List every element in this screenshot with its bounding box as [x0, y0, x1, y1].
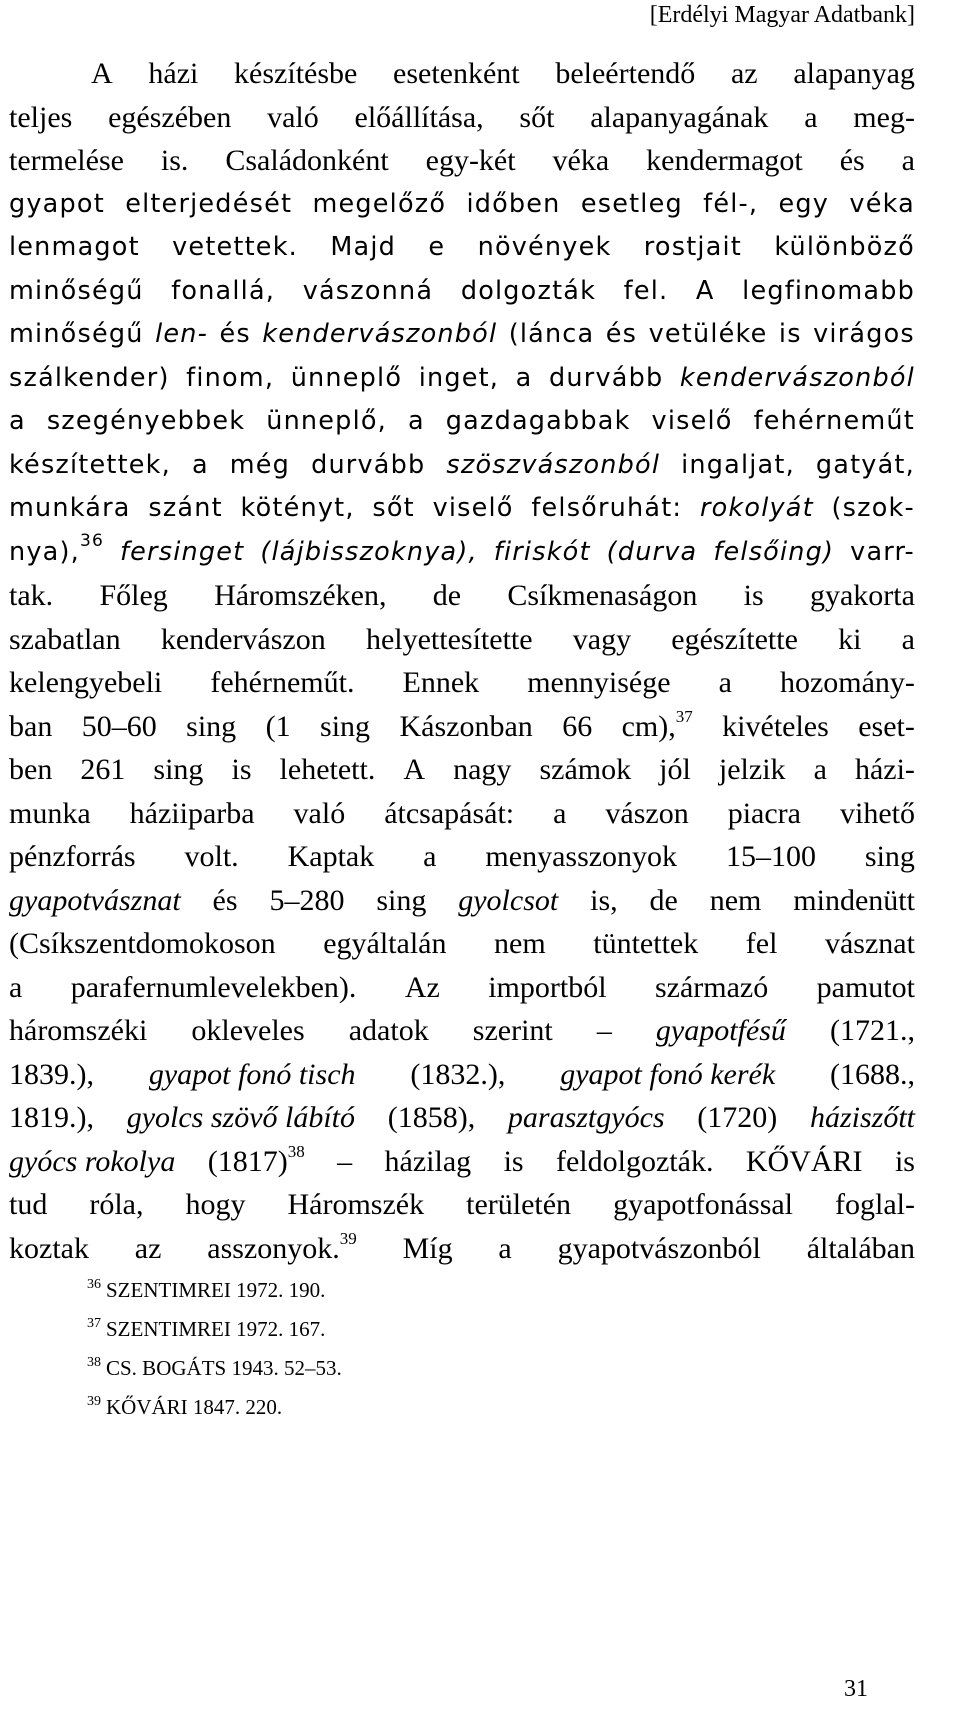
word: Kaptak [287, 840, 375, 873]
word: ünneplő, [266, 406, 387, 436]
word: volt. [184, 840, 239, 873]
word: (1858), [387, 1101, 476, 1134]
word: lenmagot [9, 232, 140, 262]
word: a [423, 840, 437, 873]
word: különböző [774, 232, 915, 262]
word: szegényebbek [46, 406, 246, 436]
word: is, [590, 883, 618, 917]
word: gyapotfonással [613, 1188, 794, 1221]
word: sőt [372, 493, 415, 523]
word: a [813, 753, 827, 786]
text-line [9, 270, 915, 314]
word: dolgozták [460, 275, 597, 306]
word: nagy [453, 753, 512, 786]
word: egy [778, 188, 830, 219]
text-line [9, 183, 915, 227]
word: (durva [606, 536, 698, 567]
word: parasztgyócs [507, 1101, 665, 1134]
footnote-number: 39 [87, 1394, 101, 1409]
text-line [9, 357, 915, 401]
text-line [9, 1227, 915, 1271]
word: Háromszéken, [214, 579, 387, 612]
word: durvább [549, 362, 664, 393]
text-line [9, 661, 915, 705]
word: A [403, 753, 426, 786]
word: gyolcs szövő lábító [126, 1101, 356, 1134]
word: legfinomabb [742, 275, 915, 306]
word: sing [186, 709, 237, 743]
word: a [804, 100, 818, 134]
footnote [87, 1388, 342, 1427]
word: esetleg [580, 188, 683, 219]
word: (1688., [830, 1057, 915, 1091]
word: egy-két [425, 144, 516, 177]
word: gyapot fonó kerék [560, 1057, 776, 1091]
word: házi- [854, 753, 915, 786]
word: virágos [813, 319, 915, 349]
word: viselő [651, 406, 733, 436]
text-line [9, 1053, 915, 1097]
word: fel. [623, 275, 669, 306]
word: munka [9, 796, 91, 830]
word: (1720) [697, 1101, 778, 1134]
footnote-number: 38 [87, 1355, 101, 1370]
word: cm),$^{37}$ [621, 706, 693, 743]
word: készítésbe [234, 57, 358, 90]
word: fél-, [703, 188, 759, 219]
word: minőségű [9, 319, 144, 349]
word: felsőing) [713, 536, 835, 567]
word: elterjedését [125, 188, 293, 219]
word: varr- [850, 536, 915, 567]
word: (lánca [508, 319, 595, 349]
text-line [9, 922, 915, 966]
word: felsőruhát: [531, 493, 683, 523]
word: a [191, 449, 209, 480]
word: is [231, 753, 252, 786]
word: a [718, 666, 732, 699]
word: (1832.), [410, 1057, 506, 1091]
body-paragraph [9, 52, 915, 1270]
word: (szok- [831, 493, 915, 523]
word: rokolyát [699, 493, 814, 523]
text-line [9, 96, 915, 140]
word: Ennek [402, 666, 480, 699]
word: és [219, 319, 251, 349]
page-header: [Erdélyi Magyar Adatbank] [649, 2, 915, 28]
word: Kászonban [399, 709, 533, 743]
text-line [9, 966, 915, 1010]
word: vásznat [824, 927, 915, 960]
word: okleveles [191, 1014, 305, 1047]
word: rostjait [643, 232, 742, 262]
footnote-reference: 37 [675, 706, 693, 726]
word: 261 [80, 753, 126, 786]
word: pamutot [816, 970, 915, 1004]
footnote [87, 1349, 342, 1388]
word: vetettek. [172, 232, 298, 262]
word: egészítette [671, 622, 798, 656]
word: fehérneműt [753, 406, 915, 436]
word: és [605, 319, 638, 349]
word: importból [488, 970, 607, 1004]
word: menyasszonyok [485, 840, 678, 873]
word: és [839, 144, 865, 177]
text-line [9, 1140, 915, 1184]
word: szabatlan [9, 622, 121, 656]
footnote-reference: 38 [287, 1141, 305, 1161]
word: is [743, 579, 764, 612]
footnote-reference: 36 [79, 530, 104, 551]
text-line [9, 574, 915, 618]
word: tud [9, 1188, 48, 1221]
word: koztak [9, 1231, 89, 1265]
word: beleértendő [555, 57, 696, 90]
word: a [407, 406, 425, 436]
text-line [9, 1183, 915, 1227]
word: kendervászonból [262, 319, 498, 349]
word: a [9, 406, 26, 436]
word: de [432, 579, 462, 612]
word: pénzforrás [9, 840, 136, 873]
word: nya),$^{36}$ [9, 530, 104, 567]
word: Csíkmenaságon [507, 579, 698, 612]
footnote-number: 37 [87, 1316, 101, 1331]
word: gazdagabbak [445, 406, 631, 436]
footnote-text: KŐVÁRI 1847. 220. [106, 1395, 283, 1419]
word: jelzik [718, 753, 786, 786]
text-line [9, 444, 915, 488]
word: vagy [572, 622, 632, 656]
word: Míg [402, 1231, 453, 1265]
text-line [9, 1009, 915, 1053]
word: is [778, 319, 802, 349]
word: 50–60 [81, 709, 157, 743]
word: vászon [605, 796, 689, 830]
word: gyapotvászonból [557, 1231, 761, 1265]
word: esetenként [393, 57, 520, 90]
word: kötényt, [240, 493, 355, 523]
word: és [212, 883, 238, 917]
word: Háromszék [287, 1188, 425, 1221]
word: való [293, 796, 346, 830]
word: kendermagot [646, 144, 803, 177]
word: sing [376, 883, 427, 917]
word: alapanyag [793, 57, 915, 90]
word: a [515, 362, 533, 393]
word: kivételes [722, 709, 829, 743]
word: még [229, 449, 291, 480]
word: ben [9, 753, 53, 786]
word: viselő [432, 493, 514, 523]
word: egyáltalán [323, 927, 447, 960]
word: gyapotfésű [655, 1014, 786, 1047]
word: az [134, 1231, 162, 1265]
word: gyakorta [809, 579, 915, 612]
word: – [337, 1144, 353, 1178]
word: jól [659, 753, 691, 786]
word: származó [654, 970, 769, 1004]
word: A [695, 275, 715, 306]
word: len- [155, 319, 208, 349]
word: való [267, 100, 319, 134]
word: minőségű [9, 275, 144, 306]
text-line [9, 1096, 915, 1140]
word: munkára [9, 493, 131, 523]
word: is. [160, 144, 189, 177]
word: vetüléke [648, 319, 768, 349]
word: de [649, 883, 678, 917]
text-line [9, 313, 915, 357]
word: sing [153, 753, 204, 786]
word: fel [745, 927, 778, 960]
word: feldolgozták. [556, 1144, 714, 1178]
word: Az [404, 970, 440, 1004]
word: megelőző [312, 188, 447, 219]
footnote-text: SZENTIMREI 1972. 190. [106, 1278, 326, 1302]
word: szálkender) [9, 362, 170, 393]
word: előállítása, [354, 100, 484, 134]
word: ingaljat, [681, 449, 795, 480]
word: ünneplő [290, 362, 403, 393]
word: kendervászonból [679, 362, 915, 393]
word: meg- [853, 100, 915, 134]
word: tak. [9, 579, 54, 612]
word: KŐVÁRI [745, 1144, 863, 1178]
word: szerint [472, 1014, 553, 1047]
word: is [894, 1144, 915, 1178]
word: inget, [418, 362, 500, 393]
text-line [9, 226, 915, 270]
word: általában [806, 1231, 915, 1265]
word: mindenütt [793, 883, 915, 917]
word: nem [709, 883, 762, 917]
word: vihető [839, 796, 915, 830]
word: területén [466, 1188, 572, 1221]
text-line [9, 52, 915, 96]
text-line [9, 400, 915, 444]
word: adatok [348, 1014, 429, 1047]
word: piacra [727, 796, 801, 830]
word: az [730, 57, 758, 90]
word: Majd [330, 232, 397, 262]
word: sing [864, 840, 915, 873]
word: $(1817)^{38}$ [207, 1141, 305, 1178]
word: vászonná [302, 275, 434, 306]
word: Családonként [225, 144, 389, 177]
word: Főleg [99, 579, 168, 612]
word: sing [320, 709, 371, 743]
word: fehérneműt. [210, 666, 355, 699]
word: szánt [148, 493, 223, 523]
word: 5–280 [269, 883, 345, 917]
word: 1839.), [9, 1057, 94, 1091]
word: ban [9, 709, 53, 743]
word: számok [539, 753, 632, 786]
word: hozomány- [779, 666, 915, 699]
footnote-number: 36 [87, 1277, 101, 1292]
word: gatyát, [815, 449, 915, 480]
word: – [596, 1014, 612, 1047]
word: 15–100 [725, 840, 816, 873]
word: 66 [562, 709, 593, 743]
word: véka [552, 144, 610, 177]
footnote-reference: 39 [339, 1228, 357, 1248]
word: 1819.), [9, 1101, 94, 1134]
word: a [9, 970, 23, 1004]
word: durvább [311, 449, 426, 480]
word: készítettek, [9, 449, 171, 480]
word: gyapot [9, 188, 105, 219]
word: (1721., [829, 1014, 915, 1047]
word: véka [849, 188, 915, 219]
word: fersinget [119, 536, 245, 567]
text-line [9, 835, 915, 879]
word: gyolcsot [458, 883, 559, 917]
footnote-text: CS. BOGÁTS 1943. 52–53. [106, 1356, 342, 1380]
word: foglal- [835, 1188, 915, 1221]
text-line [9, 879, 915, 923]
word: sőt [519, 100, 555, 134]
text-line [9, 487, 915, 531]
word: kelengyebeli [9, 666, 163, 699]
word: helyettesítette [365, 622, 533, 656]
text-line [9, 792, 915, 836]
word: tüntettek [593, 927, 699, 960]
word: eset- [858, 709, 915, 743]
footnotes [87, 1271, 342, 1427]
word: firiskót [493, 536, 591, 567]
word: egészében [108, 100, 232, 134]
word: (Csíkszentdomokoson [9, 927, 276, 960]
text-line [9, 748, 915, 792]
footnote-text: SZENTIMREI 1972. 167. [106, 1317, 326, 1341]
word: nem [494, 927, 546, 960]
word: kendervászon [160, 622, 326, 656]
word: növények [477, 232, 612, 262]
word: termelése [9, 144, 124, 177]
text-line [9, 531, 915, 575]
page-number: 31 [844, 1676, 868, 1702]
word: átcsapását: [384, 796, 515, 830]
word: a [498, 1231, 512, 1265]
word: A [91, 57, 113, 90]
word: gyapotvásznat [9, 883, 181, 917]
word: parafernumlevelekben). [70, 970, 357, 1004]
footnote [87, 1271, 342, 1310]
word: időben [466, 188, 561, 219]
text-line [9, 139, 915, 183]
word: lehetett. [279, 753, 376, 786]
word: (1 [265, 709, 291, 743]
word: asszonyok.$^{39}$ [207, 1228, 357, 1265]
word: gyócs rokolya [9, 1144, 176, 1178]
word: fonallá, [171, 275, 276, 306]
word: (lájbisszoknya), [260, 536, 478, 567]
word: teljes [9, 100, 73, 134]
word: is [503, 1144, 524, 1178]
word: a [901, 144, 915, 177]
word: a [553, 796, 567, 830]
word: háziiparba [129, 796, 255, 830]
word: házilag [384, 1144, 472, 1178]
word: háromszéki [9, 1014, 148, 1047]
word: ki [838, 622, 862, 656]
word: róla, [89, 1188, 144, 1221]
text-line [9, 705, 915, 749]
word: alapanyagának [590, 100, 769, 134]
word: finom, [186, 362, 275, 393]
word: mennyisége [527, 666, 671, 699]
word: szöszvászonból [446, 449, 661, 480]
word: a [901, 622, 915, 656]
word: hogy [185, 1188, 246, 1221]
word: háziszőtt [809, 1101, 915, 1134]
word: házi [148, 57, 199, 90]
footnote [87, 1310, 342, 1349]
word: gyapot fonó tisch [148, 1057, 356, 1091]
word: e [428, 232, 446, 262]
text-line [9, 618, 915, 662]
